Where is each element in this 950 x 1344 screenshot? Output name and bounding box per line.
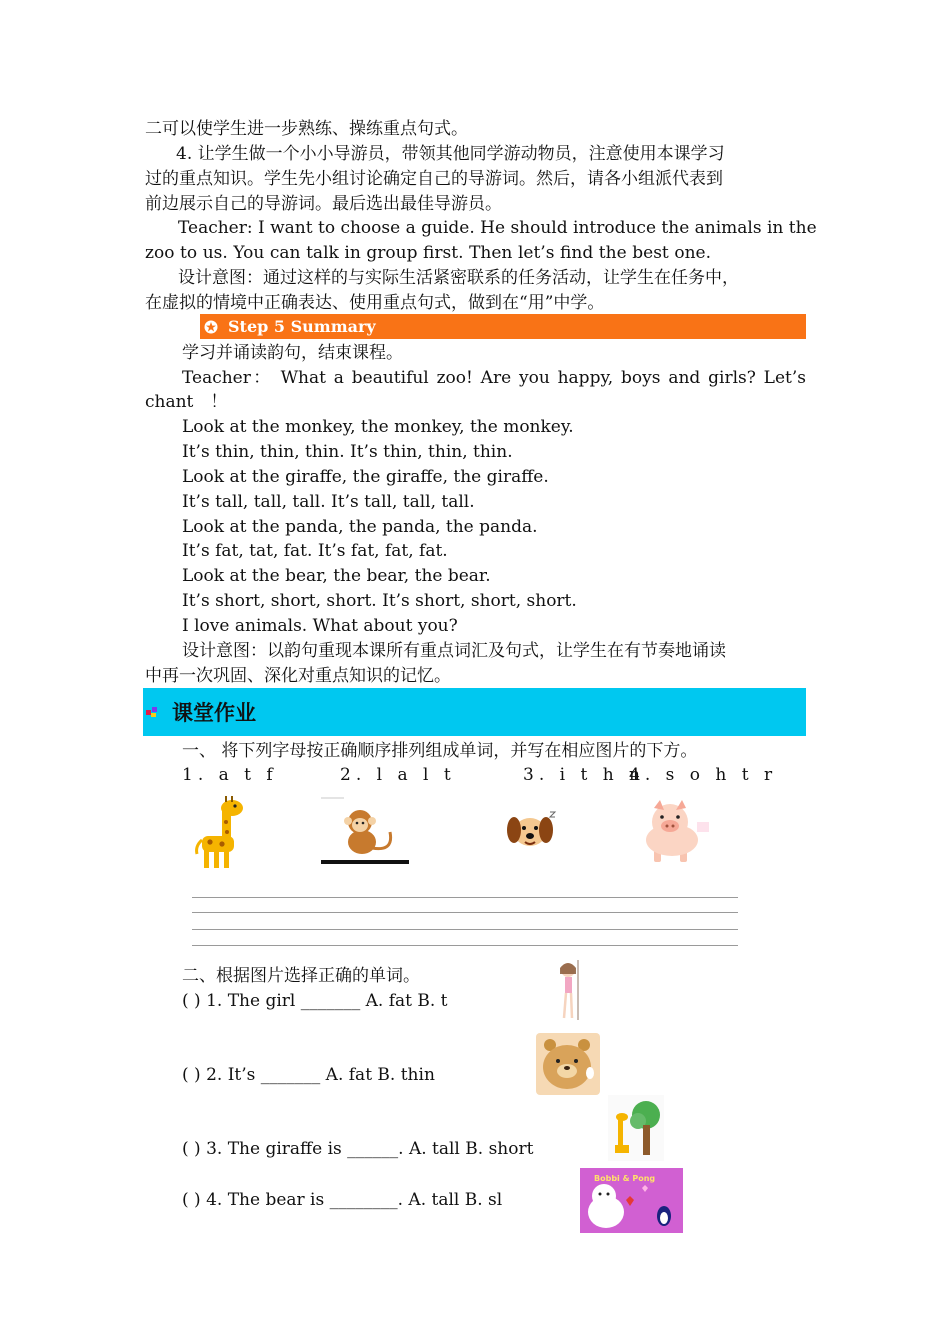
star-icon: [204, 320, 218, 334]
paragraph-line: 设计意图：通过这样的与实际生活紧密联系的任务活动，让学生在任务中，: [178, 268, 739, 288]
monkey-image: [320, 794, 412, 866]
scramble-item: 2. l a l t: [340, 765, 456, 785]
chant-line: Look at the bear, the bear, the bear.: [182, 566, 491, 586]
paragraph-line: 4. 让学生做一个小小导游员，带领其他同学游动物员，注意使用本课学习: [176, 144, 725, 164]
chant-line: Look at the giraffe, the giraffe, the giraffe.: [182, 467, 549, 487]
answer-line: [192, 945, 738, 946]
section2-instruction: 二、根据图片选择正确的单词。: [182, 966, 420, 986]
answer-line: [192, 929, 738, 930]
scramble-item: 3. i t h n: [523, 765, 646, 785]
summary-design-line: 设计意图：以韵句重现本课所有重点词汇及句式，让学生在有节奏地诵读: [182, 641, 726, 661]
answer-line: [192, 912, 738, 913]
summary-intro: 学习并诵读韵句，结束课程。: [182, 343, 403, 363]
question-line: ( ) 1. The girl _______ A. fat B. t: [182, 991, 448, 1011]
summary-teacher-line: chant ！: [145, 392, 228, 412]
section1-instruction: 一、 将下列字母按正确顺序排列组成单词，并写在相应图片的下方。: [182, 741, 698, 761]
chant-line: It’s tall, tall, tall. It’s tall, tall, tall.: [182, 492, 475, 512]
paragraph-line: 前边展示自己的导游词。最后选出最佳导游员。: [145, 194, 502, 214]
giraffe-image: [192, 796, 252, 872]
chant-line: It’s fat, tat, fat. It’s fat, fat, fat.: [182, 541, 448, 561]
scramble-item: 4. s o h t r: [629, 765, 778, 785]
girl-image: [536, 956, 596, 1022]
paragraph-line: Teacher: I want to choose a guide. He should introduce the animals in the: [178, 218, 817, 238]
giraffe-tree-image: [608, 1095, 664, 1161]
step5-title: Step 5 Summary: [228, 317, 376, 336]
question-line: ( ) 2. It’s _______ A. fat B. thin: [182, 1065, 435, 1085]
polar-bear-image: [580, 1168, 683, 1233]
paragraph-line: 二可以使学生进一步熟练、操练重点句式。: [145, 119, 468, 139]
bullet-icon: [146, 706, 158, 718]
paragraph-line: 过的重点知识。学生先小组讨论确定自己的导游词。然后，请各小组派代表到: [145, 169, 723, 189]
chant-line: Look at the panda, the panda, the panda.: [182, 517, 538, 537]
bobbi-pong-logo: Bobbi & Pong: [594, 1174, 656, 1183]
chant-line: It’s short, short, short. It’s short, short, short.: [182, 591, 577, 611]
summary-design-line: 中再一次巩固、深化对重点知识的记忆。: [145, 666, 451, 686]
question-line: ( ) 3. The giraffe is ______. A. tall B. short: [182, 1139, 534, 1159]
paragraph-line: zoo to us. You can talk in group first. Then let’s find the best one.: [145, 243, 711, 263]
paragraph-line: 在虚拟的情境中正确表达、使用重点句式，做到在“用”中学。: [145, 293, 605, 313]
homework-header-bar: [143, 688, 806, 736]
summary-teacher-line: Teacher： What a beautiful zoo! Are you happy, boys and girls? Let’s: [182, 368, 806, 388]
chant-line: I love animals. What about you?: [182, 616, 458, 636]
chant-line: Look at the monkey, the monkey, the monkey.: [182, 417, 574, 437]
dog-image: [504, 806, 560, 854]
homework-title: 课堂作业: [172, 701, 256, 725]
question-line: ( ) 4. The bear is ________. A. tall B. sl: [182, 1190, 503, 1210]
fat-bear-image: [536, 1033, 600, 1095]
pig-image: [636, 796, 712, 868]
scramble-item: 1. a t f: [182, 765, 278, 785]
answer-line: [192, 897, 738, 898]
step5-header-bar: [200, 314, 806, 339]
chant-line: It’s thin, thin, thin. It’s thin, thin, thin.: [182, 442, 513, 462]
